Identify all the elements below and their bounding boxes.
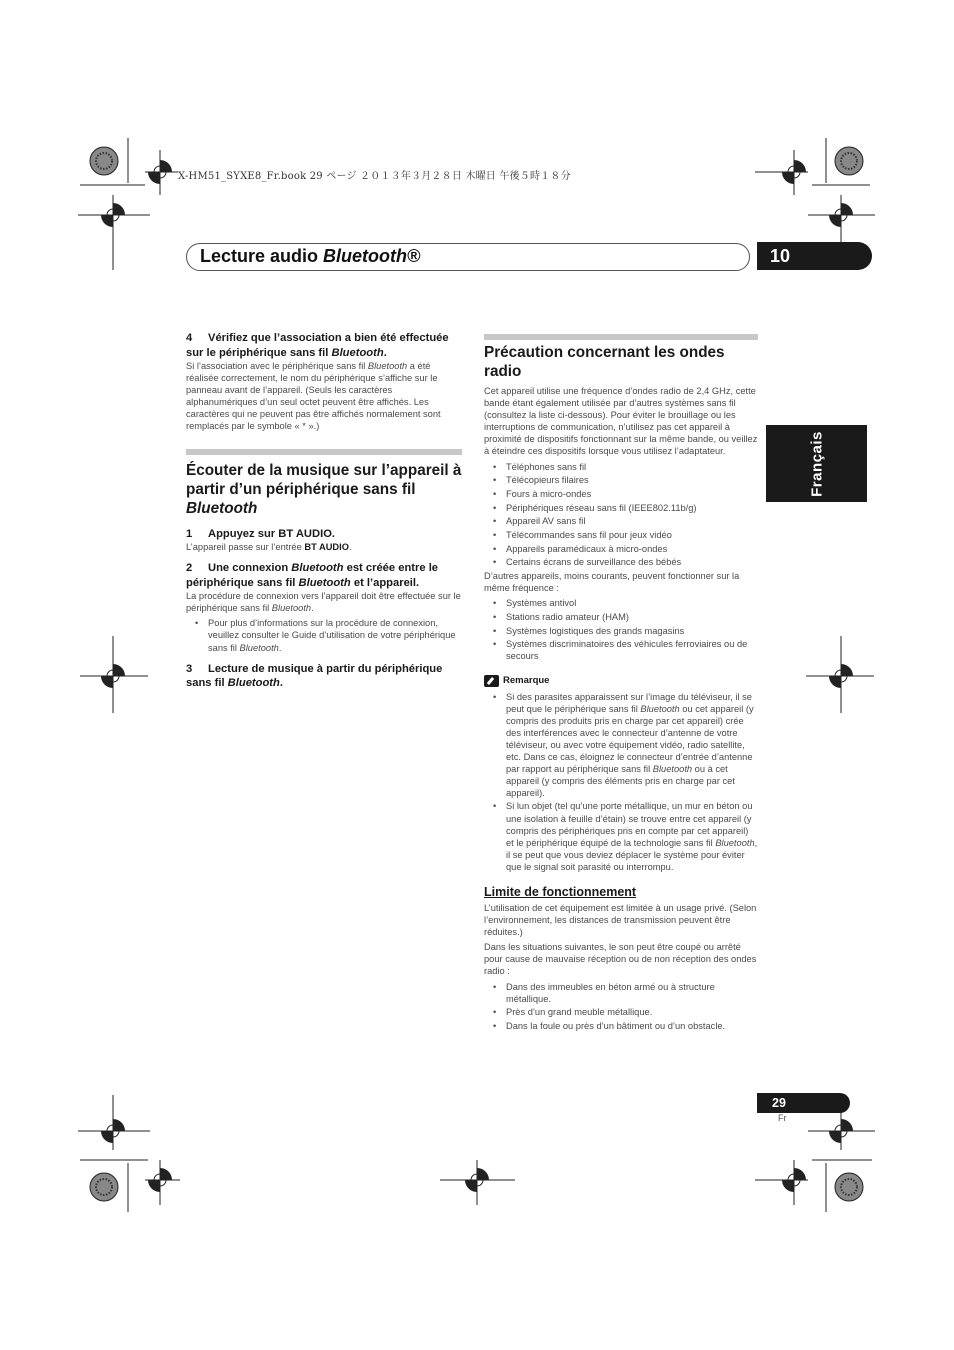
step-number: 1 <box>186 527 193 540</box>
list-item: • Systèmes logistiques des grands magasins <box>484 625 758 637</box>
list-item: • Fours à micro-ondes <box>484 488 758 500</box>
step-3-heading <box>186 662 462 691</box>
list-item: • Stations radio amateur (HAM) <box>484 611 758 623</box>
right-column <box>484 334 758 1034</box>
limit-text-1: L’utilisation de cet équipement est limitée à un usage privé. (Selon l’environnement, les distances de transmission peuvent être réduites.) <box>484 903 757 938</box>
section-title-listen <box>186 461 462 518</box>
step-text: Vérifiez que l’association a bien été effectuée sur le périphérique sans fil <box>186 332 449 359</box>
radio-intro: Cet appareil utilise une fréquence d’ondes radio de 2,4 GHz, cette bande étant également utilisée par d’autres systèmes sans fil (consultez la liste ci-dessous). Pour éviter le brouillage ou les interruptions de communication, n’utilisez pas cet appareil à proximité de dispositifs fonctionnant sur la même bande, ou veillez à éteindre ces dispositifs lorsque vous utilisez l’adaptateur. <box>484 386 758 457</box>
list-item <box>186 617 462 653</box>
body-italic: Bluetooth <box>271 603 312 614</box>
note-italic: Bluetooth <box>715 837 755 848</box>
note-text: Si des parasites apparaissent sur l’image du téléviseur, il se peut que le périphérique sans fil <box>506 691 752 714</box>
step-2-heading <box>186 561 462 590</box>
limit-text-2: Dans les situations suivantes, le son peut être coupé ou arrêté pour cause de mauvaise réception ou de non réception des ondes radio : <box>484 942 757 977</box>
step-italic: Bluetooth <box>291 562 344 575</box>
note-text: Si lun objet (tel qu’une porte métallique, un mur en béton ou une isolation à feuille d’étain) se trouve entre cet appareil (y compris des périphériques pris en compte par cet appareil) et le périphérique équipé de la technologie sans fil <box>506 801 753 848</box>
body-text: Si l’association avec le périphérique sans fil <box>186 361 368 371</box>
step-italic: Bluetooth <box>331 346 384 359</box>
body-text: La procédure de connexion vers l’appareil doit être effectuée sur le périphérique sans fil <box>186 591 461 614</box>
chapter-title-text: Lecture audio <box>200 246 324 266</box>
file-header: X-HM51_SYXE8_Fr.book 29 ページ ２０１３年３月２８日 木曜日 午後５時１８分 <box>178 171 571 182</box>
step-1-heading <box>186 527 462 542</box>
section-title-italic: Bluetooth <box>186 499 258 517</box>
step-text: et l’appareil. <box>350 576 420 589</box>
list-item: • Appareil AV sans fil <box>484 515 758 527</box>
list-item: • Téléphones sans fil <box>484 461 758 473</box>
step-4-heading <box>186 331 462 360</box>
step-italic: Bluetooth <box>298 576 351 589</box>
note-label: Remarque <box>503 674 550 686</box>
step-number: 3 <box>186 662 193 675</box>
body-italic: Bluetooth <box>367 361 408 371</box>
list-item: • Télécopieurs filaires <box>484 474 758 486</box>
note-text: , il se peut que vous deviez déplacer le système pour éviter que le signal soit parasité ou interrompu. <box>506 837 758 872</box>
list-item: • Télécommandes sans fil pour jeux vidéo <box>484 529 758 541</box>
body-text: a été réalisée correctement, le nom du périphérique s’affiche sur le panneau avant de l’appareil. (Seuls les caractères alphanumériques d’un seul octet peuvent être affichés. Les caractères qui ne peuvent pas être affichés normalement sont remplacés par le symbole « * ».) <box>186 361 441 432</box>
pencil-note-icon <box>484 675 499 687</box>
language-tab-label: Français <box>808 430 825 497</box>
interference-list <box>484 461 758 569</box>
note-list <box>484 691 758 873</box>
page-language-code: Fr <box>778 1113 787 1123</box>
step-number: 4 <box>186 332 193 344</box>
body-text: . <box>311 603 314 614</box>
body-text: L’appareil passe sur l’entrée <box>186 542 305 553</box>
note-italic: Bluetooth <box>652 764 693 775</box>
body-text: . <box>348 542 352 553</box>
list-item: • Systèmes antivol <box>484 597 758 609</box>
step-text: Une connexion <box>208 562 292 575</box>
step-tail: . <box>383 346 387 359</box>
step-2-bullets <box>186 617 462 653</box>
body-bold: BT AUDIO <box>304 542 349 553</box>
language-tab <box>766 425 867 502</box>
step-2-body <box>186 590 462 614</box>
step-italic: Bluetooth <box>227 677 280 690</box>
section-title-radio: Précaution concernant les ondes radio <box>484 344 725 380</box>
bullet-text: . <box>278 642 282 653</box>
other-devices-list <box>484 597 758 662</box>
page-number: 29 <box>757 1093 850 1113</box>
step-1-body <box>186 541 462 553</box>
list-item: • Certains écrans de surveillance des bébés <box>484 556 758 568</box>
list-item <box>484 691 758 800</box>
note-text: ou cet appareil (y compris des produits pris en charge par cet appareil) crée des interférences avec le connecteur d’antenne de votre téléviseur, ou avec votre équipement vidéo, radio satellite, etc. Dans ce cas, éloignez le connecteur d’entrée d’antenne par rapport au périphérique sans fil <box>506 703 754 775</box>
section-divider <box>186 449 462 455</box>
note-text: ou à cet appareil (y compris des éléments pris en charge par cet appareil). <box>506 764 735 799</box>
chapter-title <box>200 244 420 268</box>
list-item: • Près d’un grand meuble métallique. <box>484 1006 758 1018</box>
section-divider <box>484 334 758 340</box>
step-text: Lecture de musique à partir du périphérique sans fil <box>186 662 443 690</box>
step-tail: . <box>279 677 283 690</box>
step-number: 2 <box>186 562 193 575</box>
note-heading <box>484 675 758 687</box>
subsection-title-limit: Limite de fonctionnement <box>484 885 637 899</box>
step-4-body <box>186 360 462 433</box>
note-italic: Bluetooth <box>640 703 680 714</box>
section-title-text: Écouter de la musique sur l’appareil à partir d’un périphérique sans fil <box>186 461 462 498</box>
step-text: est créée entre le périphérique sans fil <box>186 562 439 589</box>
list-item: • Dans des immeubles en béton armé ou à structure métallique. <box>484 981 758 1005</box>
chapter-number: 10 <box>757 242 872 270</box>
bullet-italic: Bluetooth <box>239 642 279 653</box>
radio-other-devices: D’autres appareils, moins courants, peuvent fonctionner sur la même fréquence : <box>484 571 740 594</box>
list-item: • Périphériques réseau sans fil (IEEE802.11b/g) <box>484 502 758 514</box>
left-column <box>186 331 462 691</box>
list-item: • Dans la foule ou près d’un bâtiment ou d’un obstacle. <box>484 1020 758 1032</box>
chapter-title-italic: Bluetooth® <box>323 246 421 266</box>
list-item: • Appareils paramédicaux à micro-ondes <box>484 543 758 555</box>
limit-list <box>484 981 758 1033</box>
list-item: • Systèmes discriminatoires des véhicules ferroviaires ou de secours <box>484 638 758 662</box>
bullet-text: Pour plus d’informations sur la procédure de connexion, veuillez consulter le Guide d’utilisation de votre périphérique sans fil <box>208 618 456 653</box>
step-text: Appuyez sur BT AUDIO. <box>208 527 336 540</box>
list-item <box>484 800 758 873</box>
